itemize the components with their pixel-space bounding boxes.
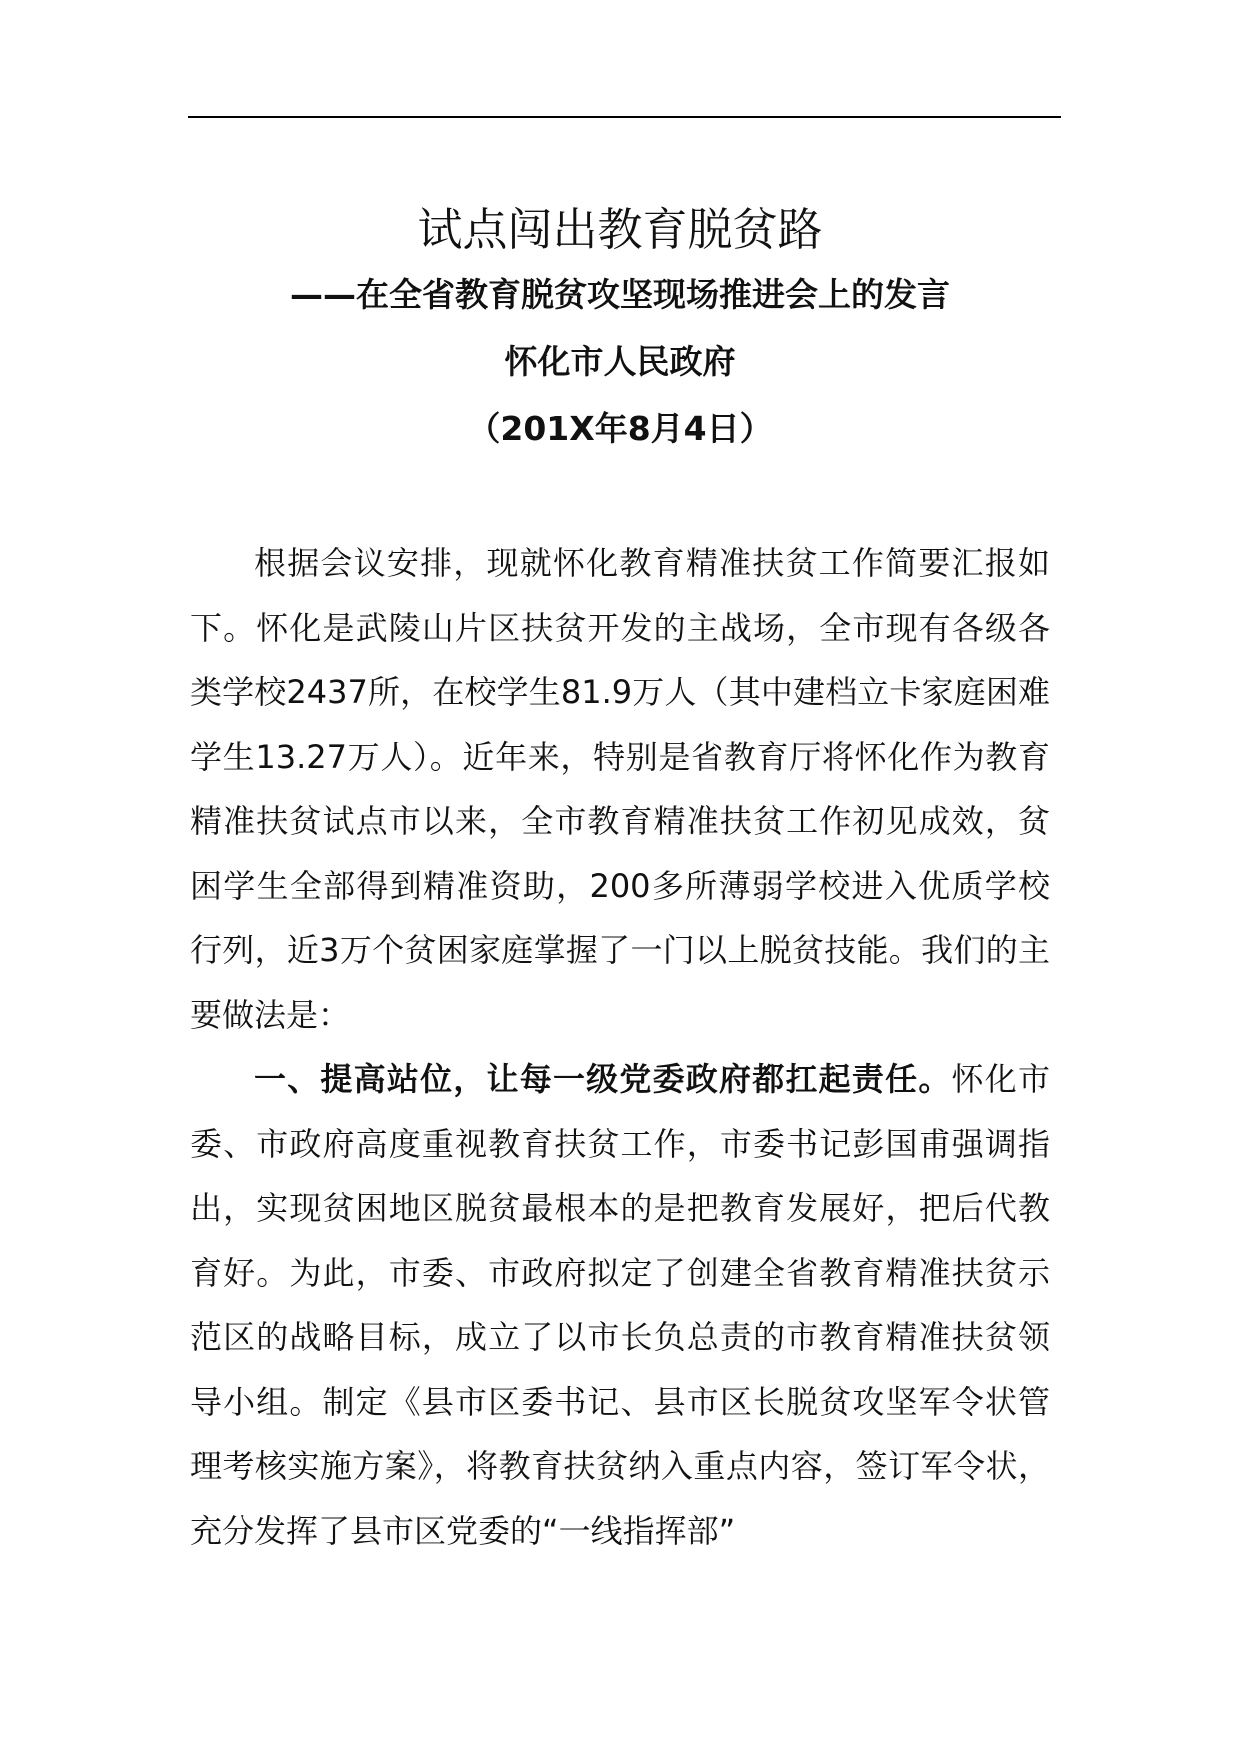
document-title: 试点闯出教育脱贫路 (417, 203, 823, 256)
document-subtitle: ——在全省教育脱贫攻坚现场推进会上的发言 (290, 275, 950, 314)
document-date: （201X年8月4日） (467, 409, 773, 448)
section-one-text: 怀化市委、市政府高度重视教育扶贫工作，市委书记彭国甫强调指出，实现贫困地区脱贫最根本的是把教育发展好，把后代教育好。为此，市委、市政府拟定了创建全省教育精准扶贫示范区的战略目标，成立了以市长负总责的市教育精准扶贫领导小组。制定《县市区委书记、县市区长脱贫攻坚军令状管理考核实施方案》，将教育扶贫纳入重点内容，签订军令状，充分发挥了县市区党委的“一线指挥部” (190, 1060, 1050, 1550)
intro-paragraph-text: 根据会议安排，现就怀化教育精准扶贫工作简要汇报如下。怀化是武陵山片区扶贫开发的主战场，全市现有各级各类学校2437所，在校学生81.9万人（其中建档立卡家庭困难学生13.27万人）。近年来，特别是省教育厅将怀化作为教育精准扶贫试点市以来，全市教育精准扶贫工作初见成效，贫困学生全部得到精准资助，200多所薄弱学校进入优质学校行列，近3万个贫困家庭掌握了一门以上脱贫技能。我们的主要做法是： (190, 544, 1050, 1034)
section-one-paragraph (190, 1047, 1050, 1563)
issuing-organization: 怀化市人民政府 (504, 342, 736, 381)
section-one-heading: 一、提高站位，让每一级党委政府都扛起责任。 (254, 1060, 952, 1098)
document-body (190, 531, 1050, 1563)
intro-paragraph (190, 531, 1050, 1047)
header-rule (188, 116, 1061, 118)
